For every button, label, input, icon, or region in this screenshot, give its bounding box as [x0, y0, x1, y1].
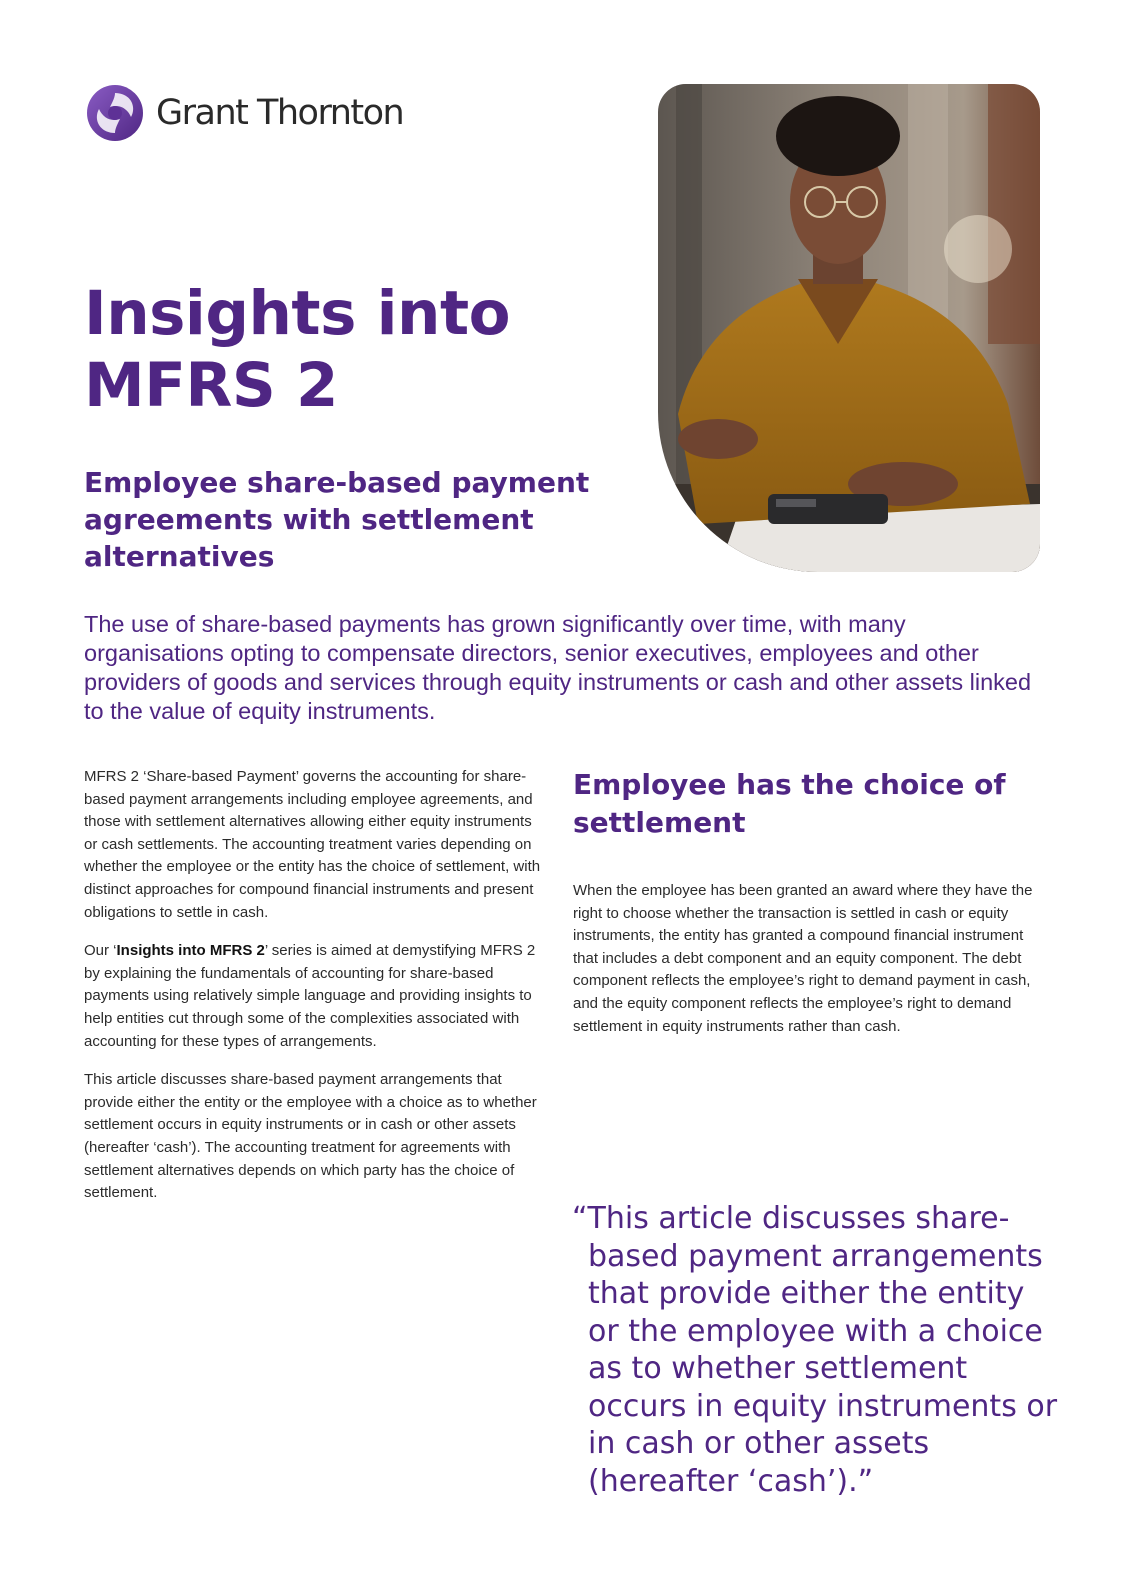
- body-paragraph-2: [84, 940, 544, 1053]
- grant-thornton-swirl-icon: [86, 84, 144, 142]
- intro-paragraph: The use of share-based payments has grown significantly over time, with many organisations opting to compensate directors, senior executives, employees and other providers of goods and services through equity instruments or cash and other assets linked to the value of equity instruments.: [84, 611, 1032, 724]
- pull-quote: “This article discusses share-based payment arrangements that provide either the entity or the employee with a choice as to whether settlement occurs in equity instruments or in cash or other assets (hereafter ‘cash’).”: [572, 1201, 1058, 1499]
- brand-logo: [86, 84, 403, 142]
- series-intro-text: ’ series is aimed at demystifying MFRS 2 by explaining the fundamentals of accounting for share-based payments using relatively simple language and providing insights to help entities cut through some of the complexities associated with accounting for these types of arrangements.: [84, 942, 536, 1050]
- section-paragraph: When the employee has been granted an award where they have the right to choose whether the transaction is settled in cash or equity instruments, the entity has granted a compound financial instrument that includes a debt component and an equity component. The debt component reflects the employee’s right to demand payment in cash, and the equity component reflects the employee’s right to demand settlement in equity instruments rather than cash.: [573, 882, 1033, 1035]
- body-paragraph-3: This article discusses share-based payment arrangements that provide either the entity or the employee with a choice as to whether settlement occurs in equity instruments or in cash or other assets (hereafter ‘cash’). The accounting treatment for agreements with settlement alternatives depends on which party has the choice of settlement.: [84, 1071, 537, 1202]
- series-name: Insights into MFRS 2: [116, 942, 265, 960]
- body-paragraph-1: MFRS 2 ‘Share-based Payment’ governs the accounting for share-based payment arrangements including employee agreements, and those with settlement alternatives allowing either equity instruments or cash settlements. The accounting treatment varies depending on whether the employee or the entity has the choice of settlement, with distinct approaches for compound financial instruments and present obligations to settle in cash.: [84, 768, 541, 921]
- section-heading: Employee has the choice of settlement: [573, 768, 1006, 839]
- hero-photo: [658, 84, 1040, 572]
- brand-name: Grant Thornton: [156, 93, 404, 133]
- left-column: [84, 766, 544, 1221]
- woman-with-calculator-photo: [658, 84, 1040, 572]
- page-subtitle: Employee share-based payment agreements with settlement alternatives: [84, 466, 590, 573]
- page-title: Insights into MFRS 2: [84, 278, 511, 421]
- right-column: [573, 880, 1038, 1054]
- series-intro-prefix: Our ‘: [84, 942, 117, 960]
